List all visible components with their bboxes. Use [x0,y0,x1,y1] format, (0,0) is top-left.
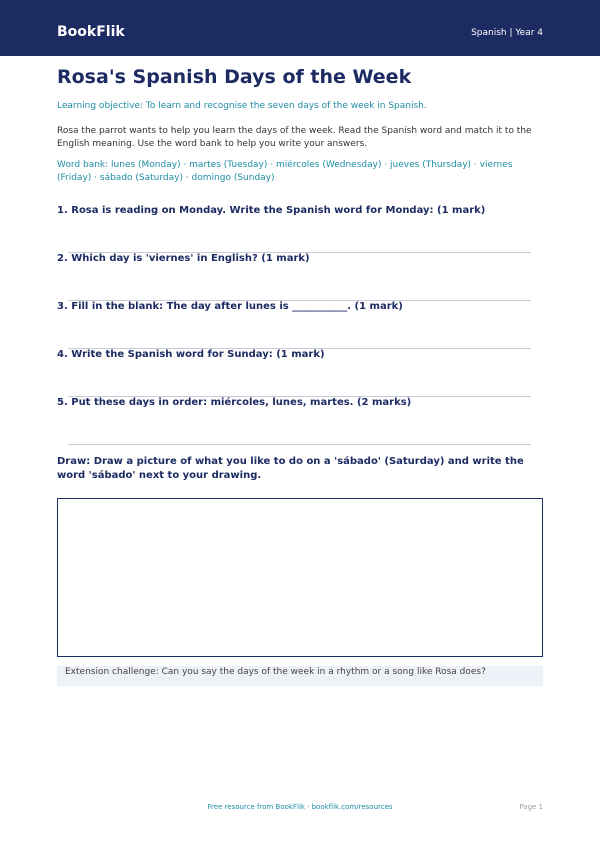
intro-text: Rosa the parrot wants to help you learn the days of the week. Read the Spanish word and match it to the English meaning. Use the word bank to help you write your answers. [57,126,532,149]
word-bank: Word bank: lunes (Monday) · martes (Tuesday) · miércoles (Wednesday) · jueves (Thursday) · viernes (Friday) · sábado (Saturday) · domingo (Sunday) [57,160,513,183]
subject-year-label: Spanish | Year 4 [471,28,543,38]
question-3: 3. Fill in the blank: The day after lunes is ___________. (1 mark) [57,301,403,312]
extension-text: Extension challenge: Can you say the days of the week in a rhythm or a song like Rosa does? [65,667,486,677]
drawing-box[interactable] [57,498,543,657]
extension-challenge [57,666,543,686]
page-number: Page 1 [519,803,543,811]
question-2: 2. Which day is 'viernes' in English? (1 mark) [57,253,310,264]
question-1: 1. Rosa is reading on Monday. Write the Spanish word for Monday: (1 mark) [57,205,486,216]
draw-prompt: Draw: Draw a picture of what you like to do on a 'sábado' (Saturday) and write the word 'sábado' next to your drawing. [57,456,524,481]
question-5: 5. Put these days in order: miércoles, lunes, martes. (2 marks) [57,397,412,408]
answer-line-5[interactable] [68,444,531,445]
learning-objective: Learning objective: To learn and recognise the seven days of the week in Spanish. [57,101,427,111]
page-header [0,0,600,56]
brand-logo[interactable]: BookFlik [57,24,125,40]
footer-source[interactable]: Free resource from BookFlik · bookflik.com/resources [207,803,393,811]
worksheet-title: Rosa's Spanish Days of the Week [57,66,412,88]
question-4: 4. Write the Spanish word for Sunday: (1 mark) [57,349,325,360]
